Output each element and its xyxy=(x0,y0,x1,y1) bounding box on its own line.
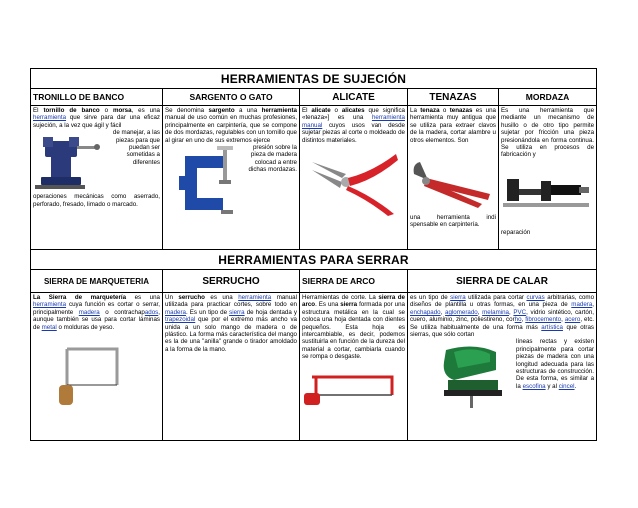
cell-mordaza xyxy=(499,106,597,250)
link-acero[interactable]: acero xyxy=(564,316,581,324)
header-sargento: SARGENTO O GATO xyxy=(163,89,300,106)
sargento-text-top: Se denomina sargento a una herramienta manual de uso común en muchas profesiones, principalmente en carpintería, que se compone de dos mordazas, regulables con un tornillo que al girar en uno de sus extremos ejerce xyxy=(165,107,297,144)
link-sierra-calar[interactable]: sierra xyxy=(450,294,466,301)
serrucho-text: Un serrucho es una herramienta manual utilizada para practicar cortes, sobre todo en madera. Es un tipo de sierra de hoja dentada y trapezoidal que por el extremo más ancho va unida a un solo mango de madera o de plástico. La forma más característica del mango es la de una "anilla" grande o tirador amoldado a la forma de la mano. xyxy=(165,294,297,353)
cell-alicate xyxy=(300,106,408,250)
link-fibrocemento[interactable]: fibrocemento xyxy=(525,316,562,324)
link-madera-serrucho[interactable]: madera xyxy=(165,308,186,316)
calar-text-top: es un tipo de sierra utilizada para cortar curvas arbitrarias, como diseños de plantilla u otras formas, en una pieza de madera, enchapado, aglomerado, melamina, PVC, vidrio sintético, cartón, cuero, aluminio, zinc, poliestireno, corho, fibrocemento, acero, etc. Se utiliza habitualmente de una forma más artística que otras sierras, que sólo cortan xyxy=(410,294,595,339)
header-tornillo-de-banco: TRONILLO DE BANCO xyxy=(31,89,163,106)
tools-table xyxy=(30,68,597,441)
cell-sierra-de-calar xyxy=(408,293,597,441)
link-pvc[interactable]: PVC xyxy=(513,308,527,316)
link-ados[interactable]: ados xyxy=(144,308,159,316)
header-mordaza: MORDAZA xyxy=(499,89,597,106)
coping-saw-image xyxy=(57,341,133,407)
tornillo-text-right: de manejar, a las piezas para que puedan ser sometidas a diferentes xyxy=(112,129,160,166)
header-sierra-de-calar: SIERRA DE CALAR xyxy=(408,270,597,293)
link-cincel[interactable]: cincel xyxy=(558,382,575,390)
pliers-image xyxy=(302,148,402,218)
mordaza-text-bottom: reparación xyxy=(501,228,531,236)
marqueteria-text: La Sierra de marquetería es una herramienta cuya función es cortar o serrar, principalmente madera o contrachapados, aunque también se usa para cortar láminas de metal o molduras de yeso. xyxy=(33,294,160,331)
cell-serrucho xyxy=(163,293,300,441)
link-herramienta-serrucho[interactable]: herramienta xyxy=(238,294,272,301)
alicate-text: El alicate o alicates que significa «tenaza»] es una herramienta manual cuyos usos van desde sujetar piezas al corte o moldeado de distintos materiales. xyxy=(302,107,405,144)
cell-sargento xyxy=(163,106,300,250)
section-title-sujecion: HERRAMIENTAS DE SUJECIÓN xyxy=(31,69,597,89)
link-herramienta-manual[interactable]: herramienta manual xyxy=(302,114,405,129)
c-clamp-image xyxy=(165,144,245,222)
calar-text-right: líneas rectas y existen principalmente para cortar piezas de madera con una longitud adecuada para las estructuras de construcción. De esta forma, es similar a la escofina y al cincel. xyxy=(516,338,595,390)
header-sierra-marqueteria: SIERRA DE MARQUETERIA xyxy=(31,270,163,293)
bench-vise-image xyxy=(33,129,101,193)
sargento-text-right: presión sobre la pieza de madera colocad a entre dichas mordazas. xyxy=(248,144,297,174)
link-trapezoidal[interactable]: trapezoidal xyxy=(165,316,196,324)
header-serrucho: SERRUCHO xyxy=(163,270,300,293)
link-curvas[interactable]: curvas xyxy=(526,294,545,301)
tenazas-text-bottom: una herramienta indi spensable en carpintería. xyxy=(410,214,496,229)
pincers-image xyxy=(410,150,496,210)
tenazas-text-top: La tenaza o tenazas es una herramienta muy antigua que se utiliza para extraer clavos de la madera, cortar alambre u otros elementos. Son xyxy=(410,107,496,144)
link-madera-marqueteria[interactable]: madera xyxy=(78,308,100,316)
document-page xyxy=(30,68,596,441)
link-metal[interactable]: metal xyxy=(41,323,57,331)
link-sierra-serrucho[interactable]: sierra xyxy=(229,308,245,316)
header-alicate: ALICATE xyxy=(300,89,408,106)
tornillo-text-bottom: operaciones mecánicas como aserrado, perforado, fresado, limado o marcado. xyxy=(33,193,160,208)
link-herramienta-marqueteria[interactable]: herramienta xyxy=(33,301,67,309)
jaw-clamp-image xyxy=(501,165,593,225)
cell-sierra-de-arco xyxy=(300,293,408,441)
header-sierra-de-arco: SIERRA DE ARCO xyxy=(300,270,408,293)
link-escofina[interactable]: escofina xyxy=(522,382,546,390)
cell-sierra-marqueteria xyxy=(31,293,163,441)
mordaza-text-top: Es una herramienta que mediante un mecanismo de husillo o de otro tipo permite sujetar por fricción una pieza presionándola en forma continua. Se utiliza en procesos de fabricación y xyxy=(501,107,595,159)
cell-tornillo-de-banco xyxy=(31,106,163,250)
link-enchapado[interactable]: enchapado xyxy=(410,308,441,316)
arco-text: Herramientas de corte. La sierra de arco. Es una sierra formada por una estructura metálica en la cual se coloca una hoja dentada con dientes pequeños. Esta hoja es intercambiable, es decir, podemos sustituirla en función de la dureza del material a cortar, cambiarla cuando se rompa o desgaste. xyxy=(302,294,405,361)
header-tenazas: TENAZAS xyxy=(408,89,499,106)
link-artistica[interactable]: artística xyxy=(541,323,563,331)
link-melamina[interactable]: melamina xyxy=(482,308,509,316)
link-madera-calar[interactable]: madera xyxy=(571,301,593,309)
link-herramienta[interactable]: herramienta xyxy=(33,114,67,122)
hacksaw-image xyxy=(302,367,402,411)
link-ho[interactable]: ho xyxy=(514,316,522,324)
link-aglomerado[interactable]: aglomerado xyxy=(445,308,478,316)
tornillo-text-top: El tornillo de banco o morsa, es una herramienta que sirve para dar una eficaz sujeción, a la vez que ágil y fácil xyxy=(33,107,160,129)
section-title-serrar: HERRAMIENTAS PARA SERRAR xyxy=(31,250,597,270)
jigsaw-image xyxy=(434,340,510,412)
cell-tenazas xyxy=(408,106,499,250)
